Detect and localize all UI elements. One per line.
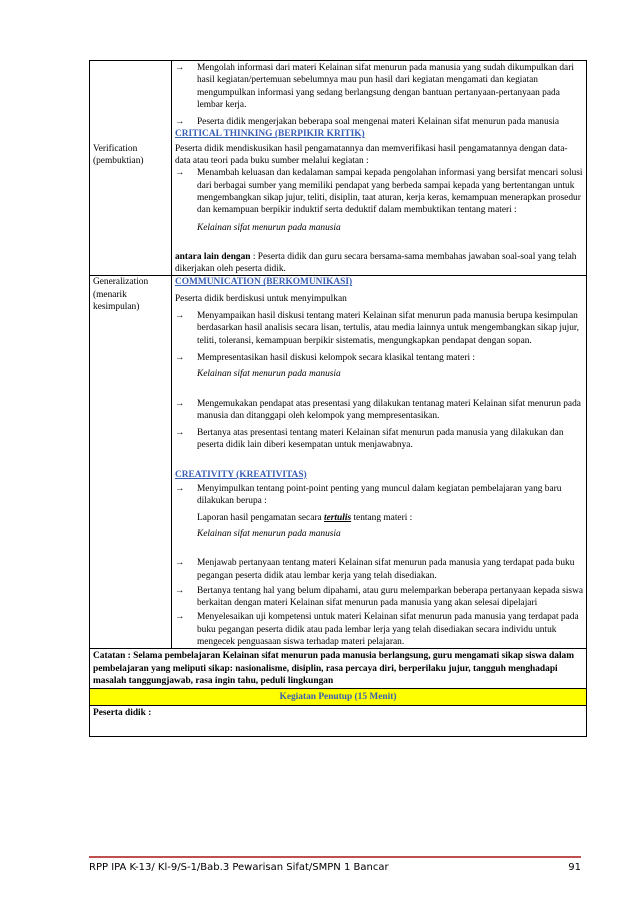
arrow-icon: →: [174, 558, 185, 569]
list-item: → Menjawab pertanyaan tentang materi Kelainan sifat menurun pada manusia yang terdapat pada buku pegangan peserta didik atau lembar kerja yang telah disediakan.: [174, 558, 575, 581]
verification-row: [90, 61, 587, 276]
generalization-label-cell: [90, 276, 172, 649]
list-item: → Peserta didik mengerjakan beberapa soal mengenai materi Kelainan sifat menurun pada manusia: [174, 117, 560, 128]
list-item: → Mengemukakan pendapat atas presentasi yang dilakukan tentanag materi Kelainan sifat menurun pada manusia dan ditanggapi oleh kelompok yang mempresentasikan.: [174, 398, 581, 421]
activity-table: [89, 60, 587, 737]
catatan-text: Catatan : Selama pembelajaran Kelainan sifat menurun pada manusia berlangsung, guru mengamati sikap siswa dalam pembelajaran yang meliputi sikap: nasionalisme, disiplin, rasa percaya diri, berperilaku jujur, tangguh menghadapi masalah tanggungjawab, rasa ingin tahu, peduli lingkungan: [90, 649, 587, 689]
arrow-icon: →: [174, 484, 185, 495]
generalization-label: Generalization: [93, 277, 149, 288]
document-page: [89, 60, 587, 737]
generalization-sublabel-2: kesimpulan): [93, 302, 140, 313]
topic-text: Kelainan sifat menurun pada manusia: [196, 369, 341, 380]
communication-intro: Peserta didik berdiskusi untuk menyimpulkan: [174, 293, 347, 304]
arrow-icon: →: [174, 585, 185, 596]
verification-label: Verification: [93, 144, 138, 154]
critical-thinking-heading: CRITICAL THINKING (BERPIKIR KRITIK): [174, 129, 365, 140]
list-item: → Menyimpulkan tentang point-point penting yang muncul dalam kegiatan pembelajaran yang baru dilakukan berupa :: [174, 484, 562, 507]
arrow-icon: →: [174, 398, 185, 409]
catatan-row: [90, 649, 587, 689]
generalization-sublabel: (menarik: [93, 289, 127, 300]
arrow-icon: →: [174, 612, 185, 623]
list-item: → Menyampaikan hasil diskusi tentang materi Kelainan sifat menurun pada manusia berupa kesimpulan berdasarkan hasil analisis secara lisan, tertulis, atau media lainnya untuk mengembangkan sikap jujur, teliti, toleransi, kemampuan berpikir sistematis, mengungkapkan pendapat dengan sopan.: [174, 311, 580, 346]
list-item: → Menambah keluasan dan kedalaman sampai kepada pengolahan informasi yang bersifat mencari solusi dari berbagai sumber yang memiliki pendapat yang berbeda sampai kepada yang bertentangan untuk mengembangkan sikap jujur, teliti, disiplin, taat aturan, kerja keras, kemampuan menerapkan prosedur dan kemampuan berpikir induktif serta deduktif dalam membuktikan tentang materi :: [174, 168, 583, 216]
arrow-icon: →: [174, 168, 185, 179]
page-number: 91: [568, 862, 581, 873]
topic-text: Kelainan sifat menurun pada manusia: [196, 222, 341, 233]
page-footer: [89, 856, 581, 873]
report-text: Laporan hasil pengamatan secara tertulis tentang materi :: [196, 512, 413, 523]
peserta-label: Peserta didik :: [90, 706, 587, 737]
topic-text: Kelainan sifat menurun pada manusia: [196, 528, 341, 539]
creativity-heading: CREATIVITY (KREATIVITAS): [174, 469, 307, 480]
arrow-icon: →: [174, 352, 185, 363]
arrow-icon: →: [174, 311, 185, 322]
peserta-row: [90, 706, 587, 737]
list-item: → Mempresentasikan hasil diskusi kelompok secara klasikal tentang materi :: [174, 352, 476, 363]
critical-intro: Peserta didik mendiskusikan hasil pengamatannya dan memverifikasi hasil pengamatannya dengan data-data atau teori pada buku sumber melalui kegiatan :: [174, 143, 568, 167]
list-item: → Bertanya atas presentasi tentang materi Kelainan sifat menurun pada manusia yang dilakukan dan peserta didik lain diberi kesempatan untuk menjawabnya.: [174, 428, 564, 451]
closing-text: antara lain dengan : Peserta didik dan guru secara bersama-sama membahas jawaban soal-soal yang telah dikerjakan oleh peserta didik.: [174, 251, 577, 275]
list-item: → Bertanya tentang hal yang belum dipahami, atau guru melemparkan beberapa pertanyaan kepada siswa berkaitan dengan materi Kelainan sifat menurun pada manusia yang akan selesai dipelajari: [174, 585, 584, 609]
generalization-row: [90, 276, 587, 649]
penutup-heading: Kegiatan Penutup (15 Menit): [90, 689, 587, 706]
verification-sublabel: (pembuktian): [93, 156, 144, 167]
generalization-content-cell: [171, 276, 586, 649]
list-item: → Menyelesaikan uji kompetensi untuk materi Kelainan sifat menurun pada manusia yang terdapat pada buku pegangan peserta didik atau pada lembar lerja yang telah disediakan secara individu untuk mengecek penguasaan siswa terhadap materi pelajaran.: [174, 612, 579, 647]
arrow-icon: →: [174, 63, 185, 73]
penutup-row: [90, 689, 587, 706]
communication-heading: COMMUNICATION (BERKOMUNIKASI): [174, 277, 353, 288]
verification-content-cell: [171, 61, 586, 276]
arrow-icon: →: [174, 428, 185, 439]
verification-label-cell: [90, 61, 172, 276]
footer-text: RPP IPA K-13/ Kl-9/S-1/Bab.3 Pewarisan Sifat/SMPN 1 Bancar: [89, 862, 389, 873]
arrow-icon: →: [174, 117, 185, 128]
list-item: → Mengolah informasi dari materi Kelainan sifat menurun pada manusia yang sudah dikumpulkan dari hasil kegiatan/pertemuan sebelumnya mau pun hasil dari kegiatan mengamati dan kegiatan mengumpulkan informasi yang sedang berlangsung dengan bantuan pertanyaan-pertanyaan pada lembar kerja.: [174, 63, 574, 110]
